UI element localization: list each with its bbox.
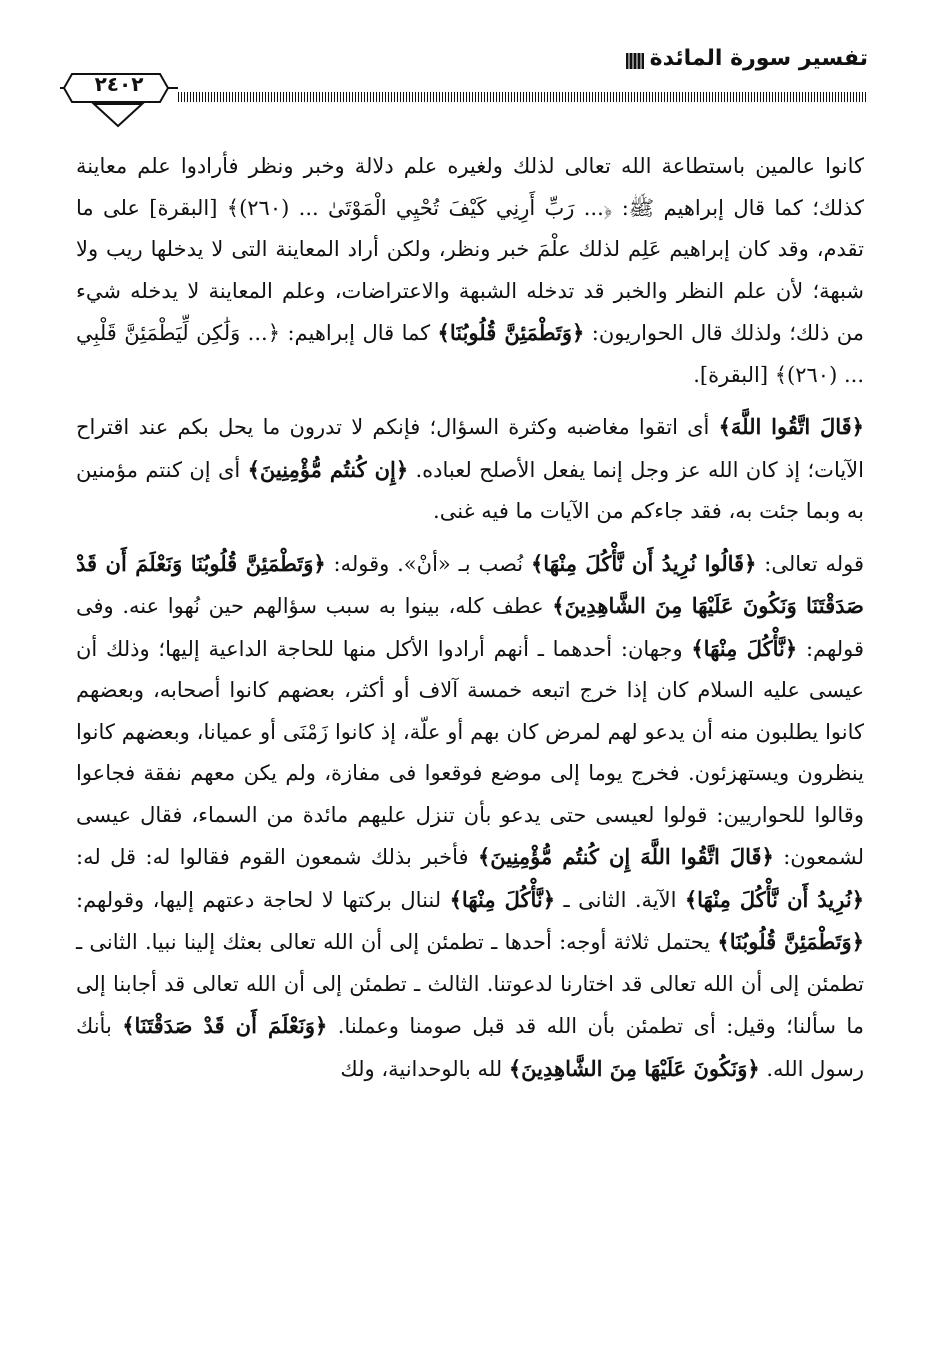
page-number-frame bbox=[60, 64, 178, 128]
body-text: ﴿... رَبِّ أَرِنِي كَيْفَ تُحْيِي الْمَوْتَىٰ ... (٢٦٠)﴾ bbox=[226, 195, 613, 220]
header-title: تفسير سورة المائدة bbox=[649, 46, 868, 71]
quran-quote: ﴿وَتَطْمَئِنَّ قُلُوبُنَا﴾ bbox=[437, 320, 585, 345]
body-text: نُصب بـ «أنْ». وقوله: bbox=[325, 551, 531, 576]
quran-quote: ﴿نَّأْكُلَ مِنْهَا﴾ bbox=[449, 886, 556, 912]
quran-quote: ﴿وَتَطْمَئِنَّ قُلُوبُنَا وَنَعْلَمَ أَن قَدْ صَدَقْتَنَا وَنَكُونَ عَلَيْهَا مِنَ الشَّاهِدِينَ﴾ bbox=[76, 550, 864, 618]
body-text: كما قال إبراهيم: bbox=[280, 321, 438, 345]
quran-quote: ﴿قَالَ اتَّقُوا اللَّهَ إِن كُنتُم مُّؤْمِنِينَ﴾ bbox=[477, 844, 774, 869]
body-text: [البقرة] على ما تقدم، وقد كان إبراهيم عَلِم لذلك علْمَ خبر ونظر، ولكن أراد المعاينة التى لا يدخلها ريب ولا شبهة؛ لأن علم النظر والخبر قد تدخله الشبهة والاعتراضات، وعلم المعاينة لا يدخله شيء من ذلك؛ ولذلك قال الحواريون: bbox=[76, 195, 864, 345]
body-text: بأنك رسول الله. bbox=[76, 1014, 864, 1081]
quran-quote: ﴿إِن كُنتُم مُّؤْمِنِينَ﴾ bbox=[247, 456, 409, 482]
body-text: يحتمل ثلاثة أوجه: أحدها ـ تطمئن إلى أن الله تعالى بعثك إلينا نبيا. الثانى ـ تطمئن إلى أن الله تعالى قد اختارنا لدعوتنا. الثالث ـ تطمئن إلى أن الله تعالى قد أجابنا إلى ما سألنا؛ وقيل: أى تطمئن بأن الله قد قبل صومنا وعملنا. bbox=[76, 930, 865, 1038]
body-text: وجهان: أحدهما ـ أنهم أرادوا الأكل منها للحاجة الداعية إليها؛ وذلك أن عيسى عليه السلام كان إذا خرج اتبعه خمسة آلاف أو أكثر، بعضهم كانوا أصحابه، وبعضهم كانوا يطلبون منه أن يدعو لهم لمرض كان بهم أو علّة، إذ كانوا زَمْنَى أو عميانا، وبعضهم كانوا ينظرون ويستهزئون. فخرج يوما إلى موضع فوقعوا فى مفازة، ولم يكن معهم نفقة فجاعوا وقالوا للحواريين: قولوا لعيسى حتى يدعو بأن تنزل عليهم مائدة من السماء، فقال عيسى لشمعون: bbox=[76, 636, 864, 869]
page-body bbox=[76, 146, 864, 1090]
quran-quote: ﴿وَتَطْمَئِنَّ قُلُوبُنَا﴾ bbox=[717, 929, 864, 954]
body-text: أى إن كنتم مؤمنين به وبما جئت به، فقد جاءكم من الآيات ما فيه غنى. bbox=[76, 457, 864, 523]
body-text: لله بالوحدانية، ولك bbox=[340, 1056, 509, 1081]
body-text: كانوا عالمين باستطاعة الله تعالى لذلك ولغيره علم دلالة وخبر ونظر فأرادوا علم معاينة كذلك؛ كما قال إبراهيم ﷺ: bbox=[76, 154, 864, 220]
body-text: [البقرة]. bbox=[693, 362, 775, 387]
paragraph bbox=[76, 406, 864, 533]
ornament-icon bbox=[624, 50, 646, 72]
body-text: ﴿... وَلَٰكِن لِّيَطْمَئِنَّ قَلْبِي ... (٢٦٠)﴾ bbox=[76, 321, 864, 387]
body-text: لننال بركتها لا لحاجة دعتهم إليها، وقولهم: bbox=[76, 887, 450, 912]
quran-quote: ﴿وَنَعْلَمَ أَن قَدْ صَدَقْتَنَا﴾ bbox=[122, 1013, 328, 1038]
quran-quote: ﴿نَّأْكُلَ مِنْهَا﴾ bbox=[691, 635, 798, 661]
paragraph bbox=[76, 146, 864, 396]
body-text: أى اتقوا مغاضبه وكثرة السؤال؛ فإنكم لا تدرون ما يحل بكم عند اقتراح الآيات؛ إذ كان الله عز وجل إنما يفعل الأصلح لعباده. bbox=[76, 415, 864, 482]
quran-quote: ﴿قَالَ اتَّقُوا اللَّهَ﴾ bbox=[718, 414, 864, 439]
page-header bbox=[60, 30, 868, 130]
page-number: ٢٤٠٢ bbox=[94, 72, 144, 96]
paragraph bbox=[76, 543, 864, 1091]
quran-quote: ﴿نُرِيدُ أَن نَّأْكُلَ مِنْهَا﴾ bbox=[684, 886, 865, 912]
body-text: فأخبر بذلك شمعون القوم فقالوا له: قل له: bbox=[76, 845, 478, 869]
header-rule bbox=[178, 92, 868, 102]
body-text: عطف كله، بينوا به سبب سؤالهم حين نُهوا عنه. وفى قولهم: bbox=[76, 594, 864, 661]
quran-quote: ﴿قَالُوا نُرِيدُ أَن نَّأْكُلَ مِنْهَا﴾ bbox=[530, 550, 757, 576]
body-text: قوله تعالى: bbox=[756, 551, 864, 576]
body-text: الآية. الثانى ـ bbox=[555, 887, 685, 912]
quran-quote: ﴿وَنَكُونَ عَلَيْهَا مِنَ الشَّاهِدِينَ﴾ bbox=[508, 1055, 760, 1081]
